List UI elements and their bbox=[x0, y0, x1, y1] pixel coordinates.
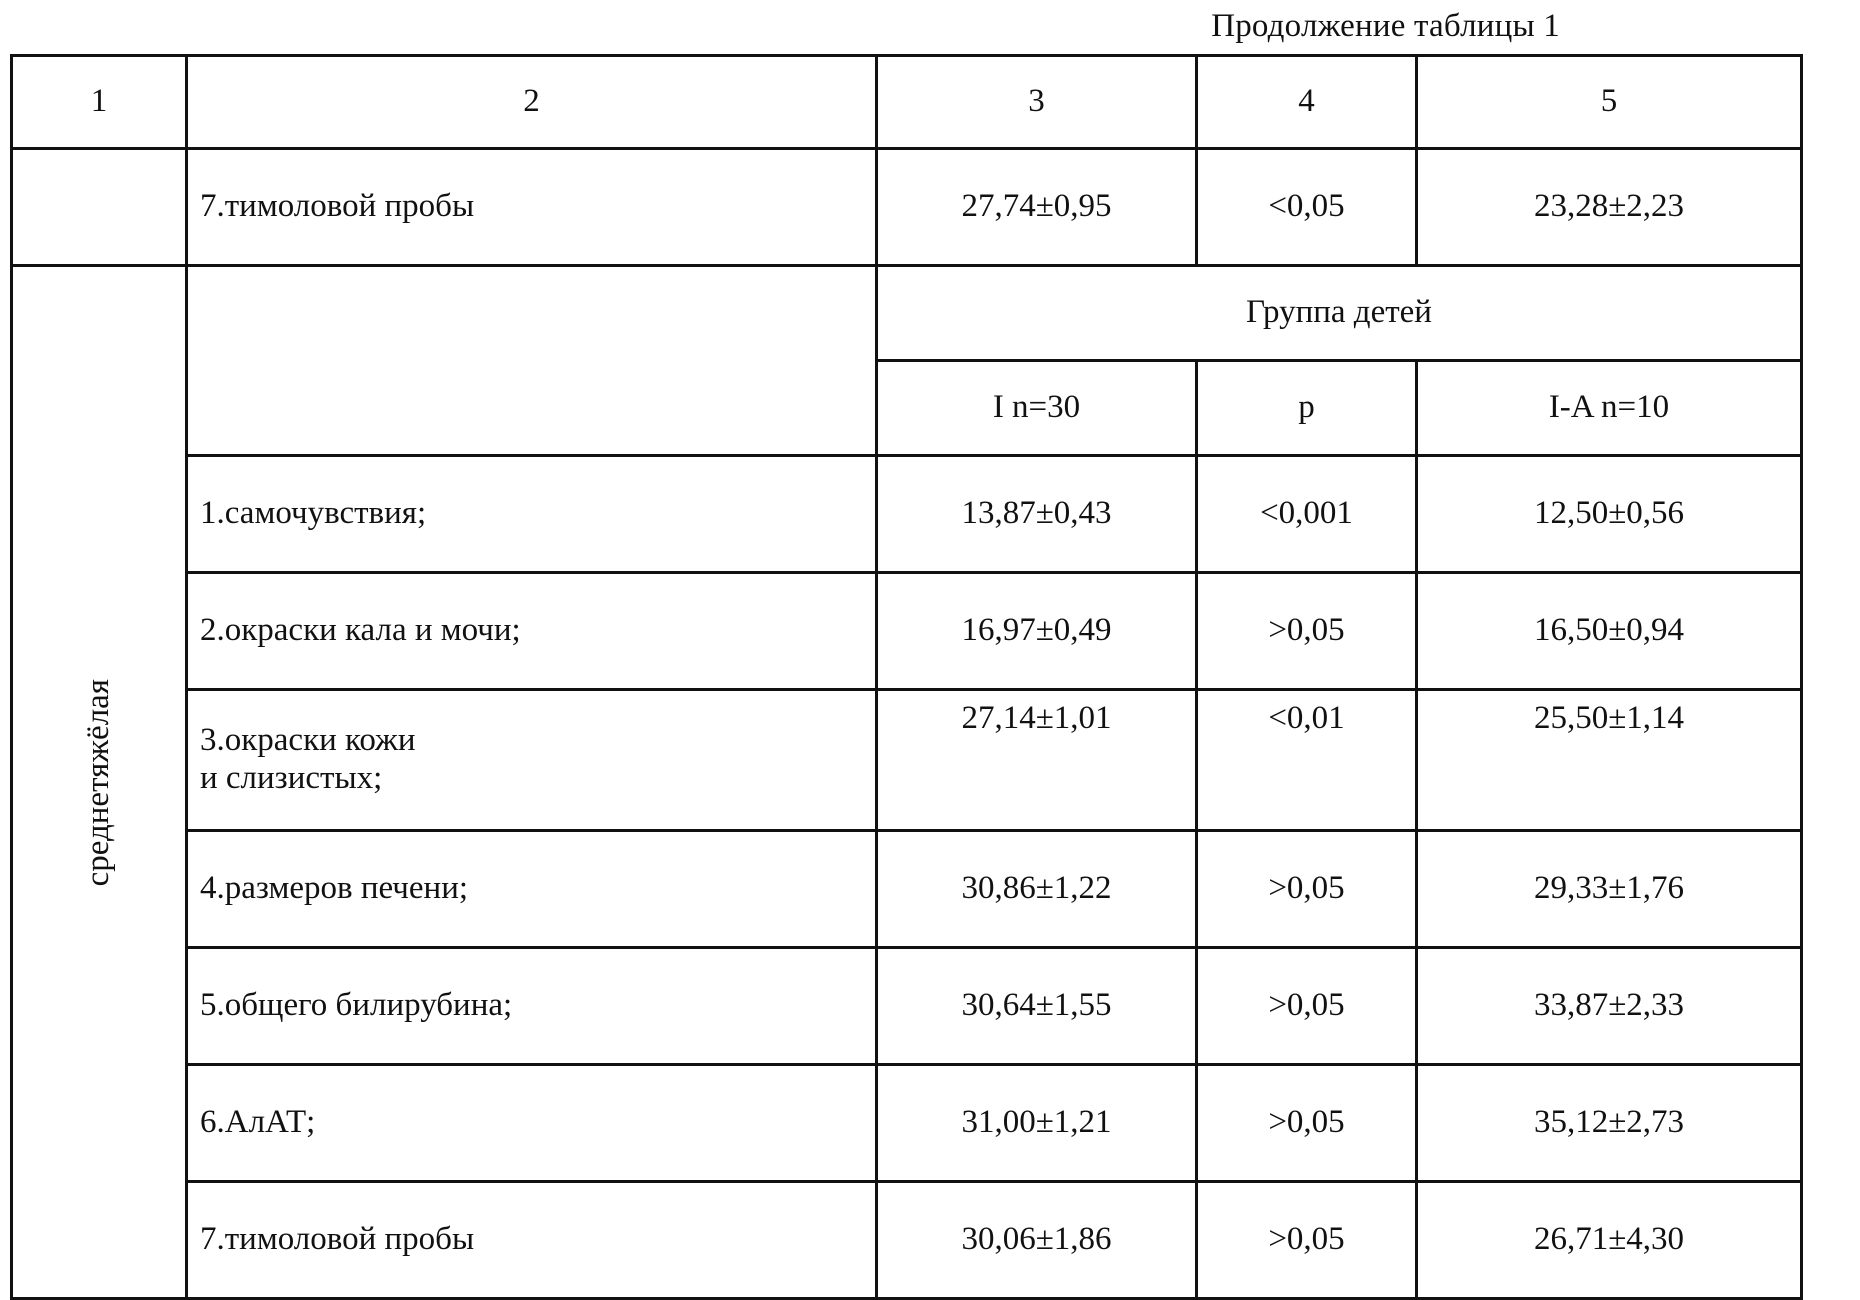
row-p-value: <0,01 bbox=[1197, 690, 1417, 831]
row-value-2: 29,33±1,76 bbox=[1417, 831, 1802, 948]
table-row bbox=[12, 690, 1802, 831]
row-p-value: >0,05 bbox=[1197, 573, 1417, 690]
row-p-value: >0,05 bbox=[1197, 948, 1417, 1065]
row-p-value: >0,05 bbox=[1197, 831, 1417, 948]
row-value-1: 27,14±1,01 bbox=[877, 690, 1197, 831]
row-value-2: 35,12±2,73 bbox=[1417, 1065, 1802, 1182]
row-name-line-2: и слизистых; bbox=[200, 760, 383, 797]
row-name: 5.общего билирубина; bbox=[187, 948, 877, 1065]
row-value-1: 30,86±1,22 bbox=[877, 831, 1197, 948]
group-header-blank-cell bbox=[187, 266, 877, 456]
row-value-2: 16,50±0,94 bbox=[1417, 573, 1802, 690]
row-p-value: >0,05 bbox=[1197, 1182, 1417, 1299]
group-title: Группа детей bbox=[877, 266, 1802, 361]
data-table bbox=[10, 54, 1803, 1300]
section-label-empty bbox=[12, 149, 187, 266]
row-value-1: 16,97±0,49 bbox=[877, 573, 1197, 690]
table-row bbox=[12, 456, 1802, 573]
table-row bbox=[12, 948, 1802, 1065]
table-row bbox=[12, 149, 1802, 266]
table-continuation-caption: Продолжение таблицы 1 bbox=[1211, 8, 1560, 44]
row-p-value: >0,05 bbox=[1197, 1065, 1417, 1182]
row-value-2: 23,28±2,23 bbox=[1417, 149, 1802, 266]
column-number-1: 1 bbox=[12, 56, 187, 149]
row-name: 4.размеров печени; bbox=[187, 831, 877, 948]
row-name: 2.окраски кала и мочи; bbox=[187, 573, 877, 690]
row-name: 7.тимоловой пробы bbox=[187, 1182, 877, 1299]
row-p-value: <0,05 bbox=[1197, 149, 1417, 266]
row-name: 1.самочувствия; bbox=[187, 456, 877, 573]
table-row bbox=[12, 1182, 1802, 1299]
row-value-1: 30,06±1,86 bbox=[877, 1182, 1197, 1299]
row-value-2: 25,50±1,14 bbox=[1417, 690, 1802, 831]
column-number-3: 3 bbox=[877, 56, 1197, 149]
row-name bbox=[187, 690, 877, 831]
row-value-2: 26,71±4,30 bbox=[1417, 1182, 1802, 1299]
row-name: 7.тимоловой пробы bbox=[187, 149, 877, 266]
row-value-2: 33,87±2,33 bbox=[1417, 948, 1802, 1065]
table-row bbox=[12, 1065, 1802, 1182]
row-value-1: 13,87±0,43 bbox=[877, 456, 1197, 573]
column-number-4: 4 bbox=[1197, 56, 1417, 149]
severity-vertical-label-cell bbox=[12, 266, 187, 1299]
severity-vertical-label: среднетяжёлая bbox=[80, 678, 117, 886]
subheader-group-i: I n=30 bbox=[877, 361, 1197, 456]
row-name: 6.АлАТ; bbox=[187, 1065, 877, 1182]
row-value-1: 27,74±0,95 bbox=[877, 149, 1197, 266]
table-row bbox=[12, 573, 1802, 690]
column-number-5: 5 bbox=[1417, 56, 1802, 149]
column-number-row bbox=[12, 56, 1802, 149]
row-value-1: 31,00±1,21 bbox=[877, 1065, 1197, 1182]
subheader-group-ia: I-A n=10 bbox=[1417, 361, 1802, 456]
row-p-value: <0,001 bbox=[1197, 456, 1417, 573]
subheader-p: p bbox=[1197, 361, 1417, 456]
row-name-line-1: 3.окраски кожи bbox=[200, 722, 416, 759]
group-header-row bbox=[12, 266, 1802, 361]
table-row bbox=[12, 831, 1802, 948]
row-value-1: 30,64±1,55 bbox=[877, 948, 1197, 1065]
row-value-2: 12,50±0,56 bbox=[1417, 456, 1802, 573]
column-number-2: 2 bbox=[187, 56, 877, 149]
